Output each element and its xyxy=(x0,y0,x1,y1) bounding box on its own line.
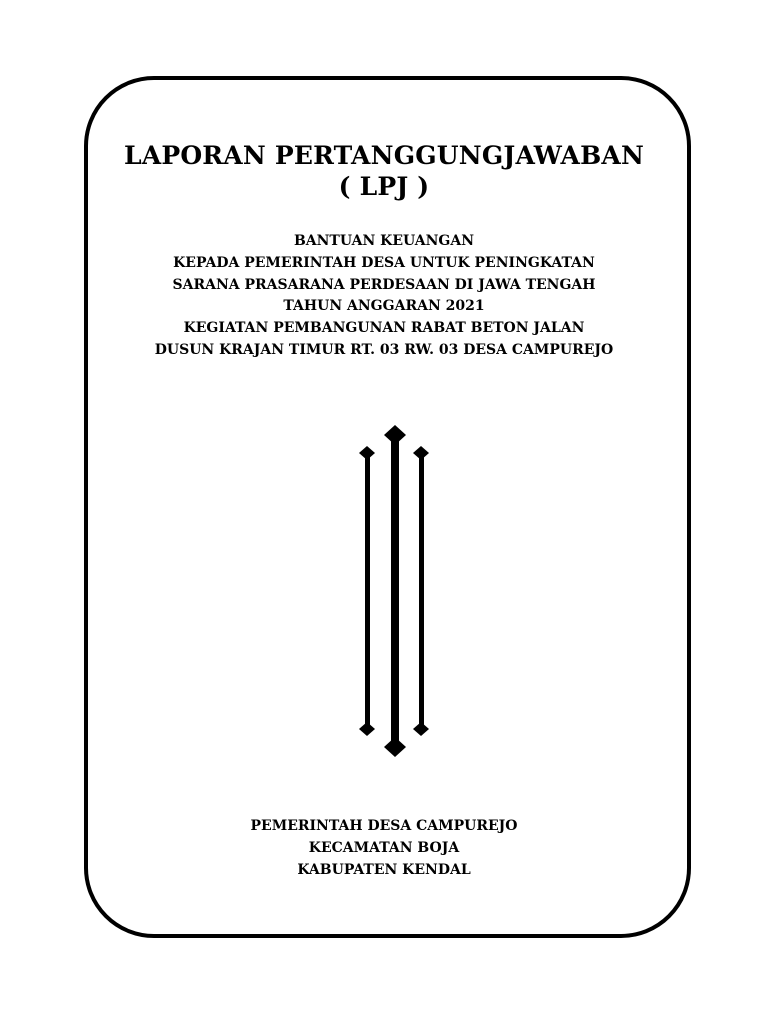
ornament-right-bar xyxy=(419,455,424,730)
subtitle-line-5: KEGIATAN PEMBANGUNAN RABAT BETON JALAN xyxy=(183,320,585,336)
ornament-center-bar xyxy=(391,437,399,747)
subtitle-line-1: BANTUAN KEUANGAN xyxy=(293,233,475,249)
footer-regency: KABUPATEN KENDAL xyxy=(297,862,471,878)
ornament-left-bottom-diamond xyxy=(359,722,375,736)
footer-district: KECAMATAN BOJA xyxy=(308,840,460,856)
ornament-right-bottom-diamond xyxy=(413,722,429,736)
subtitle-line-6: DUSUN KRAJAN TIMUR RT. 03 RW. 03 DESA CAMPUREJO xyxy=(154,342,614,358)
ornament-left-bar xyxy=(365,455,370,730)
subtitle-line-2: KEPADA PEMERINTAH DESA UNTUK PENINGKATAN xyxy=(173,255,595,271)
ornament-right-top-diamond xyxy=(413,446,429,460)
ornament-left-top-diamond xyxy=(359,446,375,460)
subtitle-line-3: SARANA PRASARANA PERDESAAN DI JAWA TENGAH xyxy=(172,277,596,293)
ornament-center-top-diamond xyxy=(384,425,406,445)
ornament-center-bottom-diamond xyxy=(384,737,406,757)
report-title: LAPORAN PERTANGGUNGJAWABAN xyxy=(123,141,645,170)
report-title-abbreviation: ( LPJ ) xyxy=(338,172,430,201)
footer-village-government: PEMERINTAH DESA CAMPUREJO xyxy=(250,818,518,834)
subtitle-line-4: TAHUN ANGGARAN 2021 xyxy=(283,298,485,314)
